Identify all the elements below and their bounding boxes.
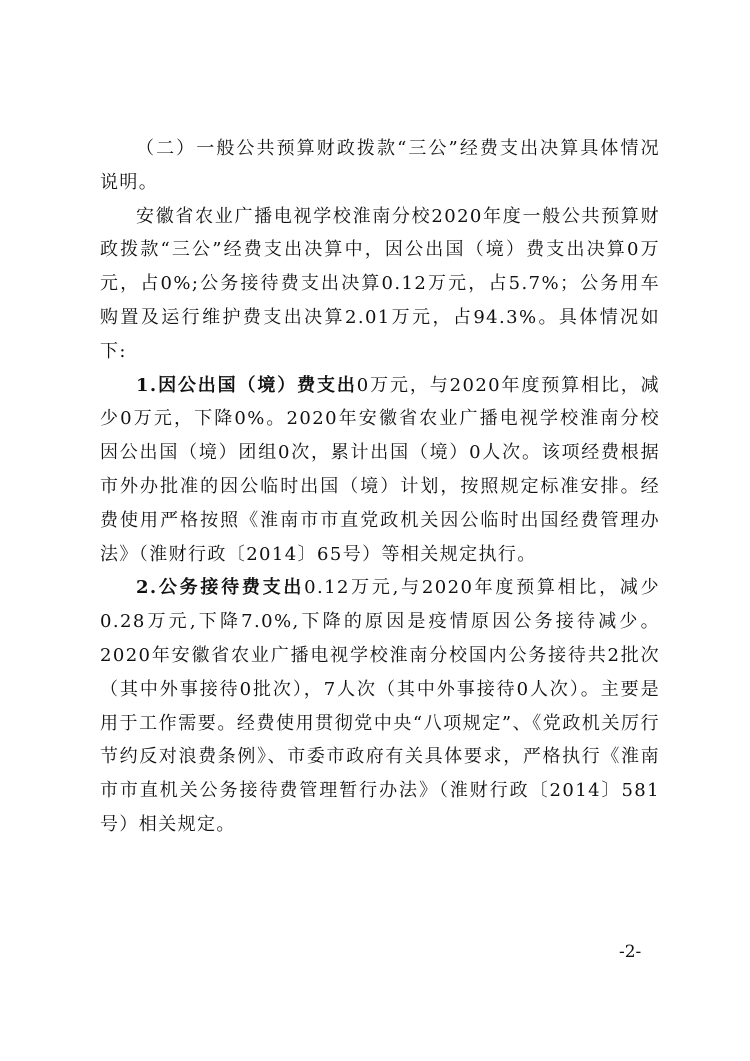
document-body [100, 132, 660, 842]
intro-paragraph: 安徽省农业广播电视学校淮南分校2020年度一般公共预算财政拨款“三公”经费支出决算中，因公出国（境）费支出决算0万元，占0%;公务接待费支出决算0.12万元，占5.7%；公务用车购置及运行维护费支出决算2.01万元，占94.3%。具体情况如下: [100, 205, 660, 362]
item-1-text: 0万元，与2020年度预算相比，减少0万元，下降0%。2020年安徽省农业广播电视学校淮南分校因公出国（境）团组0次，累计出国（境）0人次。该项经费根据市外办批准的因公临时出国（境）计划，按照规定标准安排。经费使用严格按照《淮南市市直党政机关因公临时出国经费管理办法》（淮财行政〔2014〕65号）等相关规定执行。 [100, 374, 661, 565]
item-1-paragraph [100, 369, 660, 572]
section-heading: （二）一般公共预算财政拨款“三公”经费支出决算具体情况说明。 [100, 138, 660, 193]
page-number: -2- [619, 942, 642, 962]
item-2-paragraph [100, 571, 660, 841]
item-2-label: 2.公务接待费支出 [136, 577, 305, 599]
item-2-text: 0.12万元,与2020年度预算相比，减少0.28万元,下降7.0%,下降的原因是疫情原因公务接待减少。2020年安徽省农业广播电视学校淮南分校国内公务接待共2批次（其中外事接待0批次），7人次（其中外事接待0人次）。主要是用于工作需要。经费使用贯彻党中央“八项规定”、《党政机关厉行节约反对浪费条例》、市委市政府有关具体要求，严格执行《淮南市市直机关公务接待费管理暂行办法》（淮财行政〔2014〕581号）相关规定。 [100, 577, 660, 835]
item-1-label: 1.因公出国（境）费支出 [136, 374, 357, 396]
